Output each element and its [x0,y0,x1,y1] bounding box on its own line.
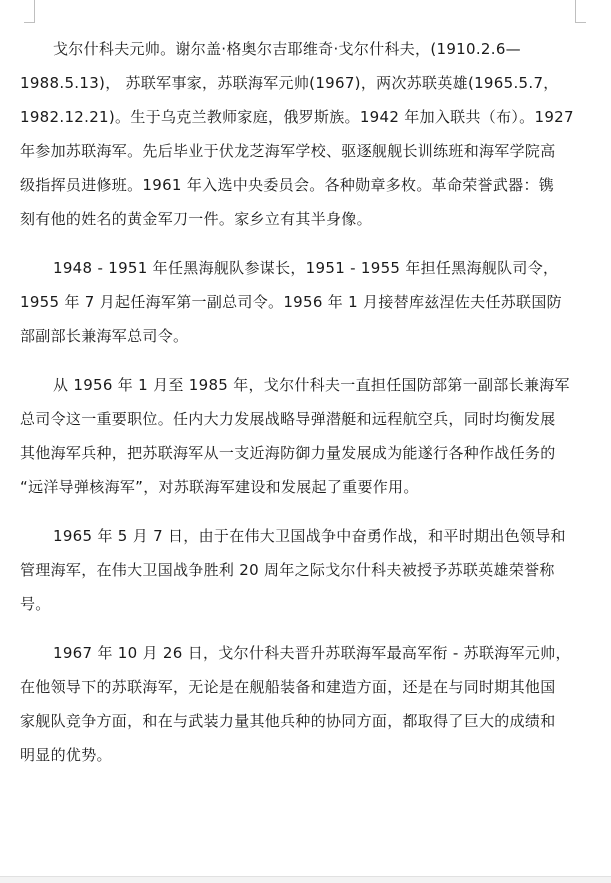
paragraph-2 [20,251,586,353]
text-line: 1967 年 10 月 26 日，戈尔什科夫晋升苏联海军最高军衔 - 苏联海军元帅， [53,644,571,662]
paragraph-5 [20,636,586,772]
horizontal-scrollbar[interactable] [0,876,611,883]
text-line: 管理海军，在伟大卫国战争胜利 20 周年之际戈尔什科夫被授予苏联英雄荣誉称 [20,561,555,579]
text-line: 家舰队竞争方面，和在与武装力量其他兵种的协同方面，都取得了巨大的成绩和 [20,712,556,730]
document-body[interactable] [20,32,586,787]
text-line: 总司令这一重要职位。任内大力发展战略导弹潜艇和远程航空兵，同时均衡发展 [20,410,556,428]
text-line: 级指挥员进修班。1961 年入选中央委员会。各种勋章多枚。革命荣誉武器：镌 [20,176,555,194]
text-line: “远洋导弹核海军”，对苏联海军建设和发展起了重要作用。 [20,478,419,496]
text-line: 部副部长兼海军总司令。 [20,327,189,345]
page-margin-corner-mark-left [24,0,35,23]
text-line: 在他领导下的苏联海军，无论是在舰船装备和建造方面，还是在与同时期其他国 [20,678,556,696]
text-line: 1982.12.21)。生于乌克兰教师家庭，俄罗斯族。1942 年加入联共（布）。1927 [20,108,574,126]
paragraph-1 [20,32,586,236]
page-margin-corner-mark-right [575,0,586,23]
text-line: 号。 [20,595,51,613]
text-line: 其他海军兵种，把苏联海军从一支近海防御力量发展成为能遂行各种作战任务的 [20,444,556,462]
text-line: 戈尔什科夫元帅。谢尔盖·格奥尔吉耶维奇·戈尔什科夫，(1910.2.6— [53,40,521,58]
text-line: 明显的优势。 [20,746,112,764]
text-line: 刻有他的姓名的黄金军刀一件。家乡立有其半身像。 [20,210,372,228]
paragraph-3 [20,368,586,504]
text-line: 1948 - 1951 年任黑海舰队参谋长，1951 - 1955 年担任黑海舰队司令， [53,259,559,277]
text-line: 1965 年 5 月 7 日，由于在伟大卫国战争中奋勇作战，和平时期出色领导和 [53,527,566,545]
text-line: 1955 年 7 月起任海军第一副总司令。1956 年 1 月接替库兹涅佐夫任苏联国防 [20,293,562,311]
text-line: 从 1956 年 1 月至 1985 年，戈尔什科夫一直担任国防部第一副部长兼海军 [53,376,570,394]
text-line: 年参加苏联海军。先后毕业于伏龙芝海军学校、驱逐舰舰长训练班和海军学院高 [20,142,556,160]
paragraph-4 [20,519,586,621]
text-line: 1988.5.13)， 苏联军事家，苏联海军元帅(1967)，两次苏联英雄(1965.5.7， [20,74,559,92]
